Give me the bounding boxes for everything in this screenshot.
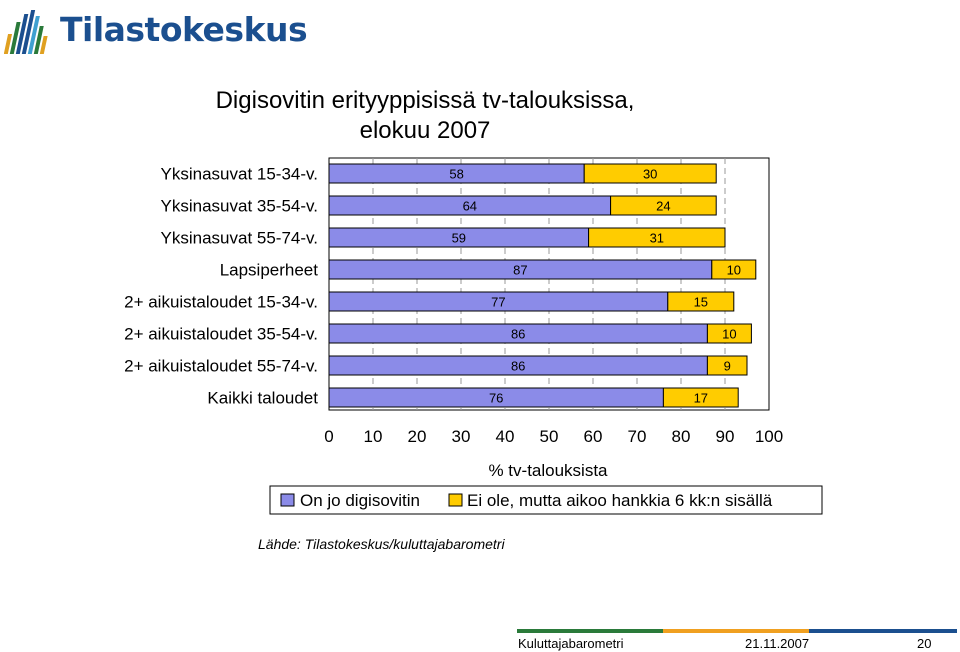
logo-text: Tilastokeskus [60, 10, 308, 49]
x-tick-labels [324, 427, 783, 446]
x-tick-50: 50 [539, 427, 559, 446]
category-label-0: Yksinasuvat 15-34-v. [160, 164, 318, 184]
legend-label-0: On jo digisovitin [300, 491, 421, 510]
footer-color-line [517, 629, 957, 633]
footer-date: 21.11.2007 [745, 636, 810, 651]
data-label-0-0: 58 [449, 166, 464, 182]
x-tick-90: 90 [715, 427, 735, 446]
category-labels [124, 165, 318, 408]
x-tick-70: 70 [627, 427, 647, 446]
legend [270, 486, 822, 514]
x-tick-60: 60 [583, 427, 603, 446]
category-label-4: 2+ aikuistaloudet 15-34-v. [124, 292, 318, 312]
data-label-0-5: 86 [510, 326, 526, 342]
x-tick-80: 80 [671, 427, 691, 446]
data-label-1-6: 9 [723, 358, 731, 374]
data-label-1-2: 31 [649, 230, 665, 246]
data-label-0-6: 86 [510, 358, 526, 374]
data-label-1-0: 30 [642, 166, 658, 182]
data-label-1-1: 24 [656, 198, 671, 214]
data-label-0-1: 64 [462, 198, 478, 214]
x-tick-40: 40 [495, 427, 515, 446]
x-tick-100: 100 [754, 427, 784, 446]
category-label-7: Kaikki taloudet [207, 388, 318, 408]
category-label-1: Yksinasuvat 35-54-v. [160, 196, 318, 216]
data-label-0-7: 76 [488, 390, 504, 406]
x-tick-10: 10 [363, 427, 383, 446]
category-label-3: Lapsiperheet [219, 260, 318, 280]
legend-label-1: Ei ole, mutta aikoo hankkia 6 kk:n sisällä [467, 491, 773, 510]
footer-page-number: 20 [917, 636, 932, 651]
category-label-6: 2+ aikuistaloudet 55-74-v. [124, 356, 318, 376]
bars [329, 164, 756, 407]
source-note: Lähde: Tilastokeskus/kuluttajabarometri [258, 536, 505, 552]
x-axis-label: % tv-talouksista [488, 461, 608, 480]
data-label-1-3: 10 [726, 262, 742, 278]
data-label-1-5: 10 [722, 326, 737, 342]
data-label-0-4: 77 [491, 294, 506, 310]
category-label-5: 2+ aikuistaloudet 35-54-v. [124, 324, 318, 344]
legend-swatch-1 [449, 494, 462, 506]
chart-title-line2: elokuu 2007 [359, 117, 491, 144]
data-label-0-3: 87 [513, 262, 528, 278]
footer-label: Kuluttajabarometri [518, 636, 624, 651]
data-label-0-2: 59 [451, 230, 467, 246]
legend-swatch-0 [281, 494, 294, 506]
chart-title-line1: Digisovitin erityyppisissä tv-talouksissa, [215, 87, 635, 114]
x-tick-20: 20 [407, 427, 427, 446]
category-label-2: Yksinasuvat 55-74-v. [160, 228, 318, 248]
x-tick-30: 30 [451, 427, 471, 446]
data-label-1-7: 17 [693, 390, 709, 406]
data-label-1-4: 15 [693, 294, 709, 310]
x-tick-0: 0 [324, 427, 334, 446]
